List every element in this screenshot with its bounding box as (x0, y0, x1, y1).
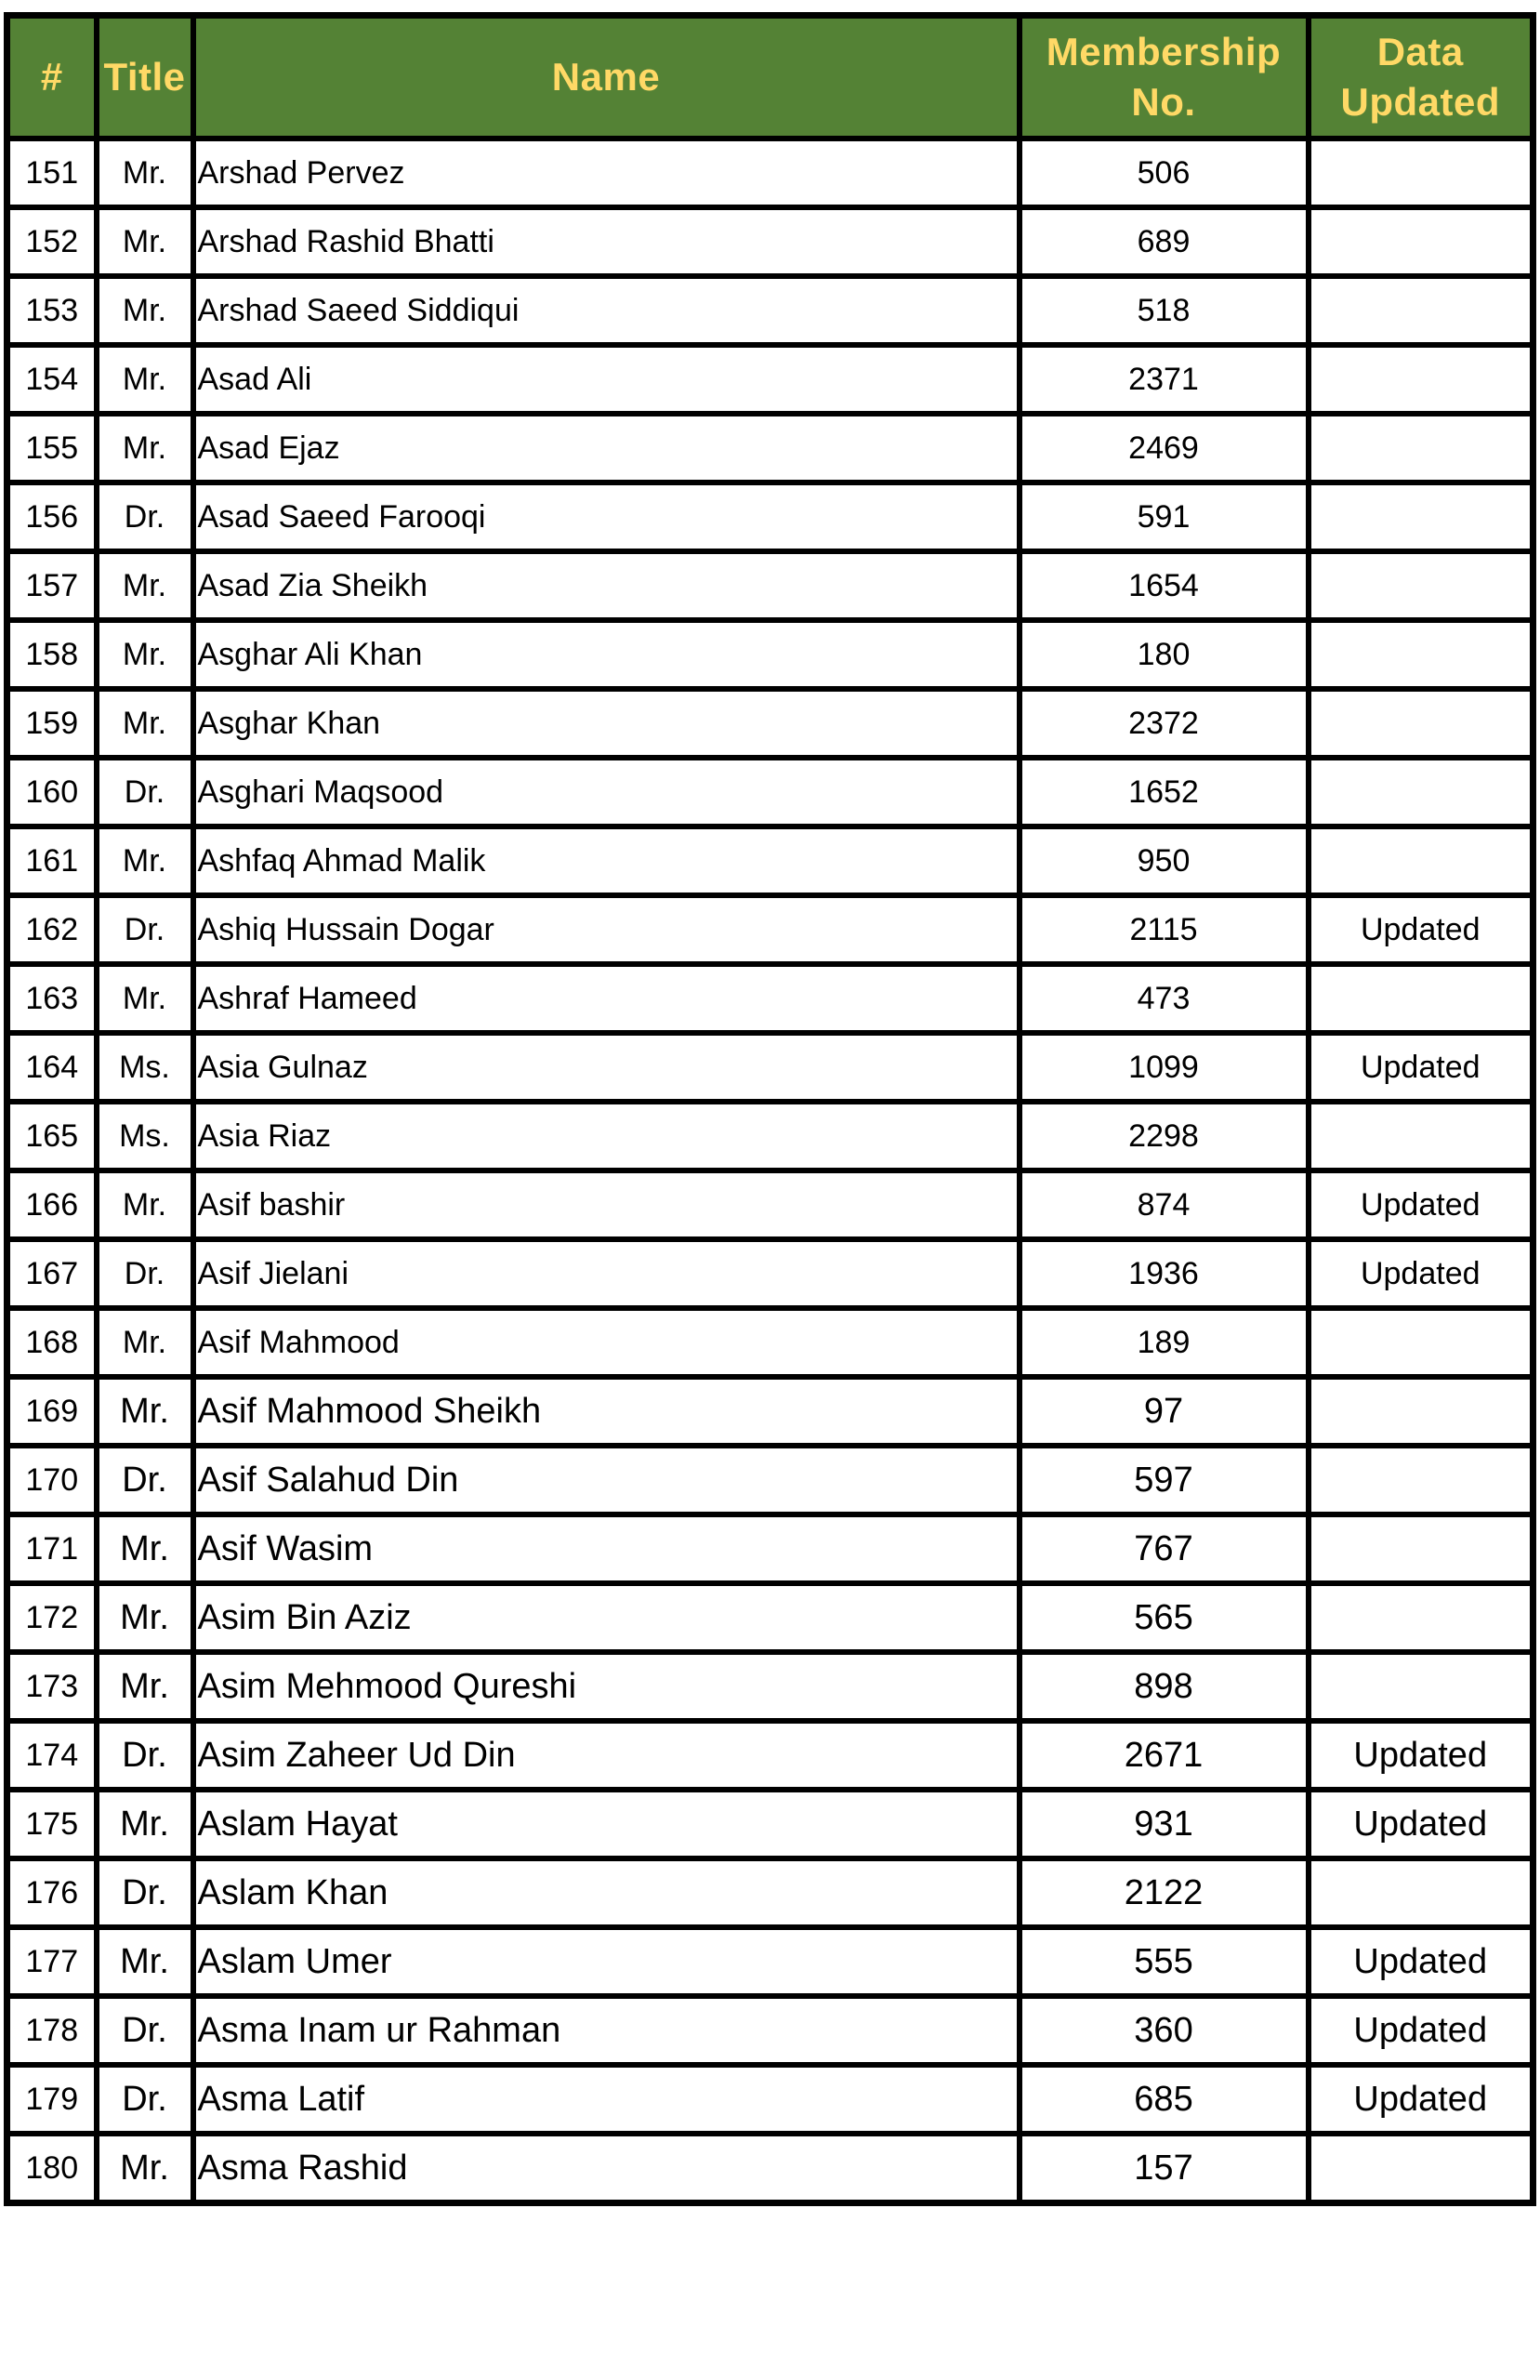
table-row (7, 1033, 1533, 1102)
row-title-cell: Mr. (97, 139, 193, 207)
table-row (7, 1308, 1533, 1377)
row-membership-cell: 506 (1020, 139, 1309, 207)
table-body (7, 139, 1533, 2203)
row-name-cell: Asia Gulnaz (193, 1033, 1020, 1102)
row-membership-cell: 2372 (1020, 689, 1309, 758)
row-number-cell: 155 (7, 414, 97, 483)
row-updated-cell: Updated (1309, 1170, 1533, 1239)
row-name-cell: Arshad Rashid Bhatti (193, 207, 1020, 276)
row-membership-cell: 689 (1020, 207, 1309, 276)
row-title-cell: Mr. (97, 1514, 193, 1583)
row-title-cell: Mr. (97, 551, 193, 620)
row-updated-cell (1309, 689, 1533, 758)
table-row (7, 1790, 1533, 1858)
row-title-cell: Mr. (97, 276, 193, 345)
row-number-cell: 160 (7, 758, 97, 826)
table-row (7, 1652, 1533, 1721)
row-updated-cell (1309, 964, 1533, 1033)
row-number-cell: 164 (7, 1033, 97, 1102)
row-updated-cell (1309, 207, 1533, 276)
row-updated-cell: Updated (1309, 1033, 1533, 1102)
row-updated-cell (1309, 276, 1533, 345)
row-title-cell: Mr. (97, 689, 193, 758)
row-membership-cell: 565 (1020, 1583, 1309, 1652)
table-row (7, 2134, 1533, 2203)
row-updated-cell (1309, 1308, 1533, 1377)
row-number-cell: 165 (7, 1102, 97, 1170)
row-number-cell: 175 (7, 1790, 97, 1858)
row-name-cell: Asif Wasim (193, 1514, 1020, 1583)
row-title-cell: Dr. (97, 483, 193, 551)
row-name-cell: Asghar Khan (193, 689, 1020, 758)
row-membership-cell: 518 (1020, 276, 1309, 345)
row-title-cell: Mr. (97, 2134, 193, 2203)
row-title-cell: Dr. (97, 1446, 193, 1514)
row-number-cell: 168 (7, 1308, 97, 1377)
table-row (7, 1170, 1533, 1239)
row-name-cell: Arshad Pervez (193, 139, 1020, 207)
row-name-cell: Asif Mahmood (193, 1308, 1020, 1377)
row-name-cell: Asim Zaheer Ud Din (193, 1721, 1020, 1790)
row-number-cell: 154 (7, 345, 97, 414)
row-name-cell: Asif bashir (193, 1170, 1020, 1239)
table-row (7, 1858, 1533, 1927)
row-number-cell: 163 (7, 964, 97, 1033)
row-number-cell: 158 (7, 620, 97, 689)
row-name-cell: Aslam Khan (193, 1858, 1020, 1927)
row-membership-cell: 2671 (1020, 1721, 1309, 1790)
row-number-cell: 166 (7, 1170, 97, 1239)
row-membership-cell: 898 (1020, 1652, 1309, 1721)
row-number-cell: 161 (7, 826, 97, 895)
row-updated-cell (1309, 345, 1533, 414)
row-title-cell: Mr. (97, 207, 193, 276)
row-name-cell: Asif Mahmood Sheikh (193, 1377, 1020, 1446)
row-membership-cell: 473 (1020, 964, 1309, 1033)
table-header (7, 16, 1533, 139)
row-membership-cell: 874 (1020, 1170, 1309, 1239)
header-membership-line2: No. (1131, 80, 1196, 124)
row-membership-cell: 2115 (1020, 895, 1309, 964)
row-membership-cell: 1652 (1020, 758, 1309, 826)
row-membership-cell: 931 (1020, 1790, 1309, 1858)
row-title-cell: Mr. (97, 1377, 193, 1446)
header-updated-line1: Data (1376, 30, 1464, 73)
row-number-cell: 157 (7, 551, 97, 620)
table-row (7, 1583, 1533, 1652)
header-number: # (7, 16, 97, 139)
row-membership-cell: 360 (1020, 1996, 1309, 2065)
row-membership-cell: 685 (1020, 2065, 1309, 2134)
membership-table (4, 12, 1536, 2206)
row-number-cell: 156 (7, 483, 97, 551)
table-row (7, 826, 1533, 895)
row-updated-cell (1309, 1102, 1533, 1170)
row-title-cell: Mr. (97, 1790, 193, 1858)
table-row (7, 1239, 1533, 1308)
table-row (7, 1102, 1533, 1170)
row-number-cell: 170 (7, 1446, 97, 1514)
row-name-cell: Asma Rashid (193, 2134, 1020, 2203)
row-name-cell: Asif Jielani (193, 1239, 1020, 1308)
row-name-cell: Asad Ali (193, 345, 1020, 414)
row-name-cell: Asad Zia Sheikh (193, 551, 1020, 620)
row-membership-cell: 591 (1020, 483, 1309, 551)
row-title-cell: Dr. (97, 1721, 193, 1790)
row-name-cell: Asad Saeed Farooqi (193, 483, 1020, 551)
row-updated-cell: Updated (1309, 1996, 1533, 2065)
table-row (7, 551, 1533, 620)
row-updated-cell: Updated (1309, 1239, 1533, 1308)
row-updated-cell (1309, 1652, 1533, 1721)
row-updated-cell (1309, 2134, 1533, 2203)
row-title-cell: Mr. (97, 1927, 193, 1996)
table-row (7, 758, 1533, 826)
row-updated-cell: Updated (1309, 895, 1533, 964)
row-title-cell: Ms. (97, 1102, 193, 1170)
header-membership-line1: Membership (1046, 30, 1282, 73)
row-name-cell: Ashraf Hameed (193, 964, 1020, 1033)
row-title-cell: Mr. (97, 826, 193, 895)
table-row (7, 2065, 1533, 2134)
row-updated-cell (1309, 483, 1533, 551)
row-number-cell: 162 (7, 895, 97, 964)
header-name: Name (193, 16, 1020, 139)
row-name-cell: Asia Riaz (193, 1102, 1020, 1170)
table-row (7, 139, 1533, 207)
row-updated-cell (1309, 1583, 1533, 1652)
row-name-cell: Asif Salahud Din (193, 1446, 1020, 1514)
row-updated-cell (1309, 620, 1533, 689)
row-name-cell: Asma Latif (193, 2065, 1020, 2134)
row-updated-cell: Updated (1309, 2065, 1533, 2134)
row-number-cell: 178 (7, 1996, 97, 2065)
row-membership-cell: 2122 (1020, 1858, 1309, 1927)
row-membership-cell: 1099 (1020, 1033, 1309, 1102)
row-number-cell: 180 (7, 2134, 97, 2203)
row-title-cell: Mr. (97, 345, 193, 414)
row-name-cell: Asghar Ali Khan (193, 620, 1020, 689)
table-row (7, 1996, 1533, 2065)
row-updated-cell (1309, 826, 1533, 895)
table-row (7, 1446, 1533, 1514)
row-updated-cell (1309, 414, 1533, 483)
row-updated-cell (1309, 1858, 1533, 1927)
row-number-cell: 169 (7, 1377, 97, 1446)
row-membership-cell: 2298 (1020, 1102, 1309, 1170)
table-row (7, 207, 1533, 276)
row-membership-cell: 2469 (1020, 414, 1309, 483)
row-updated-cell: Updated (1309, 1721, 1533, 1790)
table-row (7, 414, 1533, 483)
row-title-cell: Mr. (97, 1308, 193, 1377)
row-title-cell: Mr. (97, 1583, 193, 1652)
row-number-cell: 179 (7, 2065, 97, 2134)
header-membership-no (1020, 16, 1309, 139)
row-number-cell: 151 (7, 139, 97, 207)
row-updated-cell: Updated (1309, 1927, 1533, 1996)
row-membership-cell: 1936 (1020, 1239, 1309, 1308)
row-title-cell: Mr. (97, 1652, 193, 1721)
row-name-cell: Aslam Hayat (193, 1790, 1020, 1858)
row-number-cell: 167 (7, 1239, 97, 1308)
table-row (7, 895, 1533, 964)
row-updated-cell (1309, 1446, 1533, 1514)
row-number-cell: 171 (7, 1514, 97, 1583)
row-name-cell: Asghari Maqsood (193, 758, 1020, 826)
row-membership-cell: 180 (1020, 620, 1309, 689)
row-membership-cell: 1654 (1020, 551, 1309, 620)
row-membership-cell: 597 (1020, 1446, 1309, 1514)
row-number-cell: 153 (7, 276, 97, 345)
row-membership-cell: 157 (1020, 2134, 1309, 2203)
row-updated-cell (1309, 139, 1533, 207)
header-row (7, 16, 1533, 139)
row-name-cell: Asad Ejaz (193, 414, 1020, 483)
row-title-cell: Dr. (97, 1996, 193, 2065)
row-updated-cell (1309, 758, 1533, 826)
row-membership-cell: 97 (1020, 1377, 1309, 1446)
header-data-updated (1309, 16, 1533, 139)
row-number-cell: 172 (7, 1583, 97, 1652)
row-title-cell: Dr. (97, 758, 193, 826)
row-updated-cell (1309, 1377, 1533, 1446)
row-name-cell: Asim Mehmood Qureshi (193, 1652, 1020, 1721)
row-name-cell: Asim Bin Aziz (193, 1583, 1020, 1652)
row-updated-cell (1309, 1514, 1533, 1583)
row-membership-cell: 2371 (1020, 345, 1309, 414)
row-title-cell: Dr. (97, 1239, 193, 1308)
row-number-cell: 152 (7, 207, 97, 276)
row-name-cell: Aslam Umer (193, 1927, 1020, 1996)
table-row (7, 620, 1533, 689)
table-row (7, 1927, 1533, 1996)
row-membership-cell: 555 (1020, 1927, 1309, 1996)
row-membership-cell: 950 (1020, 826, 1309, 895)
header-title: Title (97, 16, 193, 139)
row-name-cell: Arshad Saeed Siddiqui (193, 276, 1020, 345)
row-number-cell: 173 (7, 1652, 97, 1721)
row-membership-cell: 767 (1020, 1514, 1309, 1583)
row-title-cell: Mr. (97, 964, 193, 1033)
row-membership-cell: 189 (1020, 1308, 1309, 1377)
row-title-cell: Dr. (97, 895, 193, 964)
row-title-cell: Dr. (97, 1858, 193, 1927)
row-name-cell: Ashiq Hussain Dogar (193, 895, 1020, 964)
row-title-cell: Dr. (97, 2065, 193, 2134)
header-updated-line2: Updated (1340, 80, 1500, 124)
table-row (7, 964, 1533, 1033)
table-row (7, 1377, 1533, 1446)
table-row (7, 483, 1533, 551)
table-row (7, 1514, 1533, 1583)
row-name-cell: Ashfaq Ahmad Malik (193, 826, 1020, 895)
table-row (7, 345, 1533, 414)
row-number-cell: 159 (7, 689, 97, 758)
row-name-cell: Asma Inam ur Rahman (193, 1996, 1020, 2065)
table-row (7, 276, 1533, 345)
row-title-cell: Mr. (97, 620, 193, 689)
table-row (7, 689, 1533, 758)
table-row (7, 1721, 1533, 1790)
row-number-cell: 176 (7, 1858, 97, 1927)
row-title-cell: Ms. (97, 1033, 193, 1102)
row-title-cell: Mr. (97, 1170, 193, 1239)
row-updated-cell (1309, 551, 1533, 620)
row-title-cell: Mr. (97, 414, 193, 483)
row-number-cell: 174 (7, 1721, 97, 1790)
row-updated-cell: Updated (1309, 1790, 1533, 1858)
row-number-cell: 177 (7, 1927, 97, 1996)
